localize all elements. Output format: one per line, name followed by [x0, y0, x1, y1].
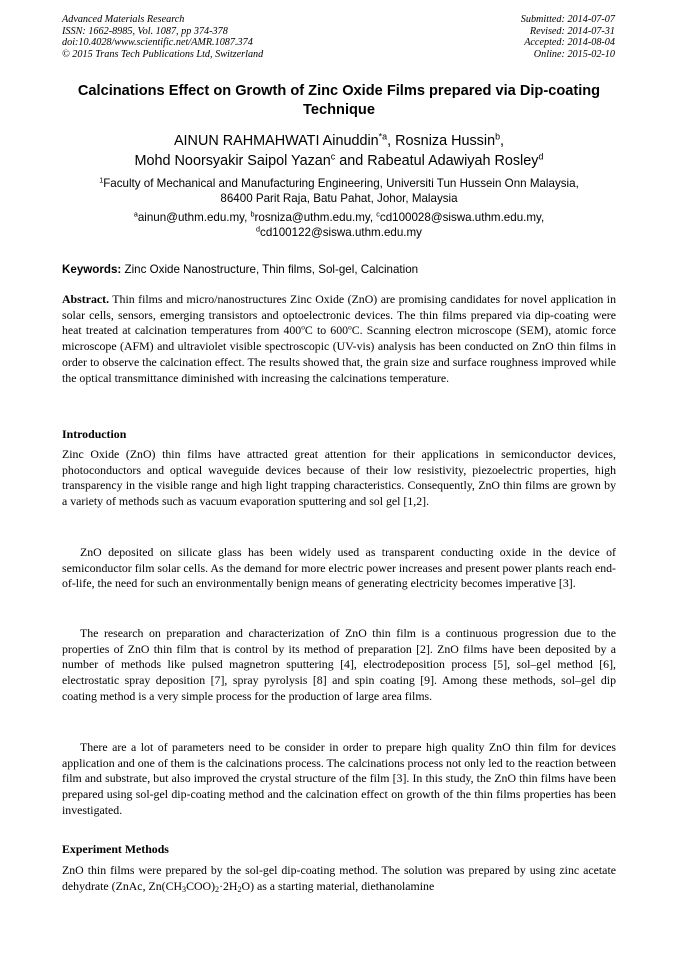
copyright-line: © 2015 Trans Tech Publications Ltd, Switzerland [62, 48, 264, 60]
email-marker: a [133, 209, 138, 219]
section-heading-introduction: Introduction [62, 427, 127, 441]
degree-sign: o [348, 323, 352, 332]
section-heading-experiment: Experiment Methods [62, 842, 169, 856]
author-name: AINUN RAHMAHWATI Ainuddin [173, 133, 379, 149]
email-marker: d [256, 224, 261, 234]
author-separator: and [335, 153, 368, 169]
abstract-text: Thin films and micro/nanostructures Zinc Oxide (ZnO) are promising candidates for novel application in solar cells, sensors, emerging transistors and optoelectronic devices. The thin films prepared via dip-coating were heat treated at calcination temperatures from 400 [62, 292, 616, 338]
paper-title: Calcinations Effect on Growth of Zinc Oxide Films prepared via Dip-coating Technique [77, 83, 601, 118]
author-name: Rabeatul Adawiyah Rosley [367, 153, 539, 169]
author-marker: b [495, 131, 501, 142]
email-marker: c [376, 209, 380, 219]
online-date: Online: 2015-02-10 [533, 48, 615, 60]
author-separator: , [387, 133, 396, 149]
journal-name: Advanced Materials Research [62, 14, 185, 25]
paragraph-text: ZnO thin films were prepared by the sol-gel dip-coating method. The solution was prepared by using zinc acetate dehydrate (ZnAc, Zn(CH [62, 863, 616, 893]
author-name: Mohd Noorsyakir Saipol Yazan [134, 153, 331, 169]
paragraph: Zinc Oxide (ZnO) thin films have attracted great attention for their applications in semiconductor devices, photoconductors and optical waveguide devices because of their low resistivity, piezoelectric properties, high transparency in the visible range and high light trapping characteristics. Consequently, ZnO thin films are grown by a variety of methods such as vacuum evaporation sputtering and sol gel [1,2]. [62, 447, 616, 509]
email-link[interactable]: cd100028@siswa.uthm.edu.my, [379, 211, 545, 224]
author-list [70, 131, 608, 171]
revised-date: Revised: 2014-07-31 [529, 25, 615, 37]
author-marker: *a [378, 131, 388, 142]
subscript: 2 [215, 884, 220, 894]
subscript: 3 [182, 884, 187, 894]
abstract-text: C. Scanning electron microscope (SEM), atomic force microscope (AFM) and ultraviolet visible spectroscopic (UV-vis) analysis has been conducted on ZnO thin films in order to observe the calcination effect. The results showed that, the grain size and surface roughness improved while the optical transmittance diminished with increasing the calcinations temperature. [62, 323, 616, 385]
email-link[interactable]: cd100122@siswa.uthm.edu.my [260, 225, 422, 239]
author-emails [62, 211, 616, 240]
issn-line: ISSN: 1662-8985, Vol. 1087, pp 374-378 [62, 25, 228, 37]
abstract-text: C to 600 [304, 323, 349, 338]
email-link[interactable]: rosniza@uthm.edu.my, [254, 211, 377, 224]
paragraph: ZnO deposited on silicate glass has been widely used as transparent conducting oxide in the device of semiconductor film solar cells. As the demand for more electric power increases and present power plants reach end-of-life, the need for such an environmentally benign means of generating electricity becomes imperative [3]. [62, 545, 616, 591]
affiliation-marker: 1 [99, 175, 104, 185]
abstract-label: Abstract. [62, 292, 110, 306]
abstract [62, 292, 616, 386]
paragraph: The research on preparation and characterization of ZnO thin film is a continuous progression due to the properties of ZnO thin film that is control by its method of preparation [2]. ZnO films have been deposited by a number of methods like pulsed magnetron sputtering [4], electrodeposition process [5], sol–gel method [6], electrostatic spray deposition [7], spray pyrolysis [8] and spin coating [9]. Among these methods, sol–gel dip coating method is a very simple process for the production of large area films. [62, 626, 616, 703]
affiliation-line: 86400 Parit Raja, Batu Pahat, Johor, Malaysia [220, 192, 458, 205]
keywords-label: Keywords: [62, 263, 122, 276]
email-marker: b [250, 209, 255, 219]
accepted-date: Accepted: 2014-08-04 [524, 37, 615, 49]
paragraph-text: O) as a starting material, diethanolamine [241, 878, 435, 893]
keywords-text: Zinc Oxide Nanostructure, Thin films, Sol-gel, Calcination [121, 263, 419, 276]
paragraph [62, 863, 616, 894]
email-link[interactable]: ainun@uthm.edu.my, [137, 211, 251, 224]
paragraph-text: ·2H [219, 878, 238, 893]
submitted-date: Submitted: 2014-07-07 [520, 14, 615, 25]
paragraph-text: COO) [186, 878, 216, 893]
author-name: Rosniza Hussin [395, 133, 496, 149]
degree-sign: o [301, 323, 305, 332]
affiliation-line: Faculty of Mechanical and Manufacturing Engineering, Universiti Tun Hussein Onn Malaysia, [103, 177, 579, 190]
subscript: 2 [237, 884, 242, 894]
keywords [62, 262, 616, 277]
journal-info [62, 14, 263, 60]
author-marker: d [538, 151, 544, 162]
paragraph: There are a lot of parameters need to be consider in order to prepare high quality ZnO thin film for devices application and one of them is the calcinations process. The calcinations process not only led to the reaction between film and substrate, but also improved the crystal structure of the film [3]. In this study, the ZnO thin films have been prepared using sol-gel dip-coating method and the calcination effect on growth of the thin films properties has been investigated. [62, 740, 616, 817]
doi-line: doi:10.4028/www.scientific.net/AMR.1087.374 [62, 37, 253, 49]
author-marker: c [330, 151, 336, 162]
affiliation [62, 176, 616, 206]
author-separator: , [500, 133, 505, 149]
submission-dates [521, 14, 615, 60]
